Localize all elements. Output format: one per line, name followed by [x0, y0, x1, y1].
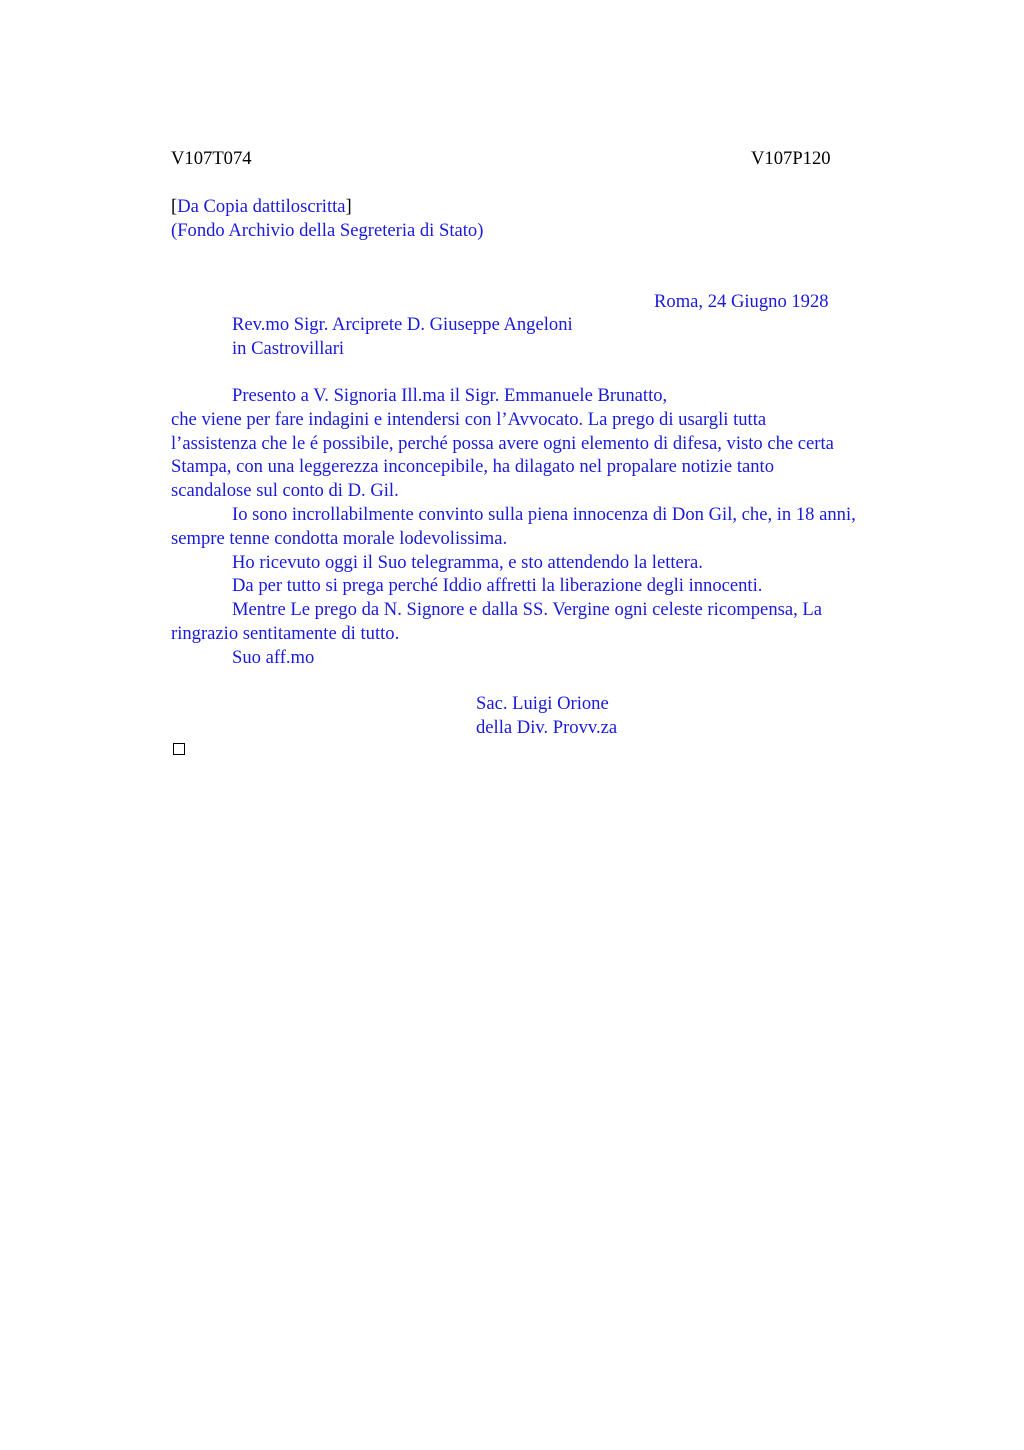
closing-salutation: Suo aff.mo: [232, 646, 315, 668]
body-line: scandalose sul conto di D. Gil.: [171, 480, 399, 502]
letter-body: [171, 384, 931, 670]
body-line: ringrazio sentitamente di tutto.: [171, 622, 400, 644]
recipient-block: [232, 313, 573, 361]
signature-block: [476, 692, 617, 740]
body-line: Ho ricevuto oggi il Suo telegramma, e sto attendendo la lettera.: [232, 551, 703, 573]
bracket-open: [: [171, 196, 178, 217]
document-code-left: V107T074: [171, 148, 252, 169]
copy-note-line: [171, 195, 931, 219]
body-line: l’assistenza che le é possibile, perché possa avere ogni elemento di difesa, visto che certa: [171, 432, 834, 454]
recipient-place: in Castrovillari: [232, 337, 345, 359]
body-line: Presento a V. Signoria Ill.ma il Sigr. Emmanuele Brunatto,: [232, 385, 668, 406]
body-line: Io sono incrollabilmente convinto sulla piena innocenza di Don Gil, che, in 18 anni,: [232, 503, 856, 525]
body-line: sempre tenne condotta morale lodevolissima.: [171, 527, 508, 549]
body-line: che viene per fare indagini e intendersi con l’Avvocato. La prego di usargli tutta: [171, 408, 767, 430]
signature-name: Sac. Luigi Orione: [476, 693, 609, 714]
signature-title: della Div. Provv.za: [476, 716, 618, 738]
recipient-name: Rev.mo Sigr. Arciprete D. Giuseppe Angeloni: [232, 314, 573, 335]
bracket-close: ]: [345, 196, 352, 217]
archive-note: (Fondo Archivio della Segreteria di Stato): [171, 219, 484, 241]
end-mark-box-icon: [173, 743, 185, 755]
document-code-right: V107P120: [751, 148, 831, 169]
body-line: Mentre Le prego da N. Signore e dalla SS. Vergine ogni celeste ricompensa, La: [232, 599, 823, 621]
body-line: Da per tutto si prega perché Iddio affretti la liberazione degli innocenti.: [232, 575, 763, 597]
copy-note: Da Copia dattiloscritta: [177, 196, 346, 217]
source-note: [171, 195, 931, 243]
letter-date: Roma, 24 Giugno 1928: [654, 291, 829, 312]
body-line: Stampa, con una leggerezza inconcepibile, ha dilagato nel propalare notizie tanto: [171, 456, 775, 478]
